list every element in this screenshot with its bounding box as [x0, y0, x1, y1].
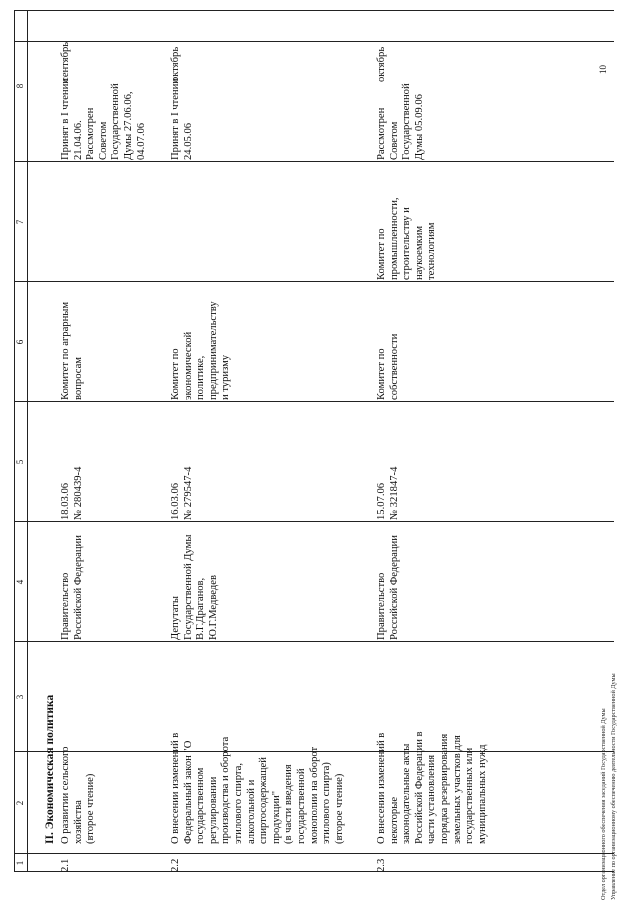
row-title: О внесении изменений в некоторые законодательные акты Российской Федерации в части установления порядка резервирования земельных участков для государственных или муниципальных нужд — [376, 731, 488, 844]
column-number-5: 5 — [15, 459, 25, 465]
row-registration: 18.03.06 № 280439-4 — [60, 466, 84, 520]
column-number-4: 4 — [15, 579, 25, 585]
row-number: 2.2 — [170, 858, 181, 872]
column-number-3: 3 — [15, 694, 25, 700]
table-border-right — [14, 10, 614, 11]
column-divider — [14, 161, 614, 162]
column-number-2: 2 — [15, 800, 25, 806]
row-registration: 15.07.06 № 321847-4 — [376, 466, 400, 520]
page-number: 10 — [598, 65, 608, 74]
row-initiator: Правительство Российской Федерации — [376, 535, 400, 640]
row-initiator: Правительство Российской Федерации — [60, 535, 84, 640]
column-divider — [14, 281, 614, 282]
column-number-1: 1 — [15, 860, 25, 866]
table-border-left — [14, 871, 614, 872]
column-number-8: 8 — [15, 83, 25, 89]
row-status: Рассмотрен Советом Государственной Думы 05.09.06 — [376, 83, 425, 160]
row-status: Принят в I чтении 21.04.06. Рассмотрен Советом Государственной Думы 27.06.06, 04.07.06 — [60, 78, 147, 160]
row-title: О развитии сельского хозяйства (второе чтение) — [60, 746, 97, 844]
row-co-committee: Комитет по промышленности, строительству и наукоемким технологиям — [376, 197, 438, 280]
row-committee: Комитет по аграрным вопросам — [60, 301, 84, 400]
row-registration: 16.03.06 № 279547-4 — [170, 466, 194, 520]
row-status: Принят в I чтении 24.05.06 — [170, 78, 194, 160]
row-title: О внесении изменений в Федеральный закон "О государственном регулировании производства и оборота этилового спирта, алкогольной и спиртосодержащей продукции" (в части введения государственной монополии на оборот этилового спирта) (второе чтение) — [170, 732, 345, 844]
row-number: 2.3 — [376, 858, 387, 872]
row-committee: Комитет по собственности — [376, 333, 400, 400]
row-month: октябрь — [376, 46, 387, 82]
footer-department: Отдел организационного обеспечения заседаний Государственной Думы — [600, 708, 607, 900]
row-month: октябрь — [170, 46, 181, 82]
row-month: сентябрь — [60, 41, 71, 82]
row-number: 2.1 — [60, 858, 71, 872]
footer-directorate: Управление по организационному обеспечению деятельности Государственной Думы — [610, 673, 617, 900]
column-divider — [14, 853, 614, 854]
row-initiator: Депутаты Государственной Думы В.Г.Драганов, Ю.Г.Медведев — [170, 534, 219, 640]
column-number-7: 7 — [15, 219, 25, 225]
column-divider — [14, 521, 614, 522]
header-row-line — [27, 10, 28, 872]
column-divider — [14, 641, 614, 642]
column-divider — [14, 401, 614, 402]
table — [14, 10, 614, 872]
row-committee: Комитет по экономической политике, предпринимательству и туризму — [170, 301, 232, 400]
column-number-6: 6 — [15, 339, 25, 345]
section-title: II. Экономическая политика — [44, 694, 56, 844]
